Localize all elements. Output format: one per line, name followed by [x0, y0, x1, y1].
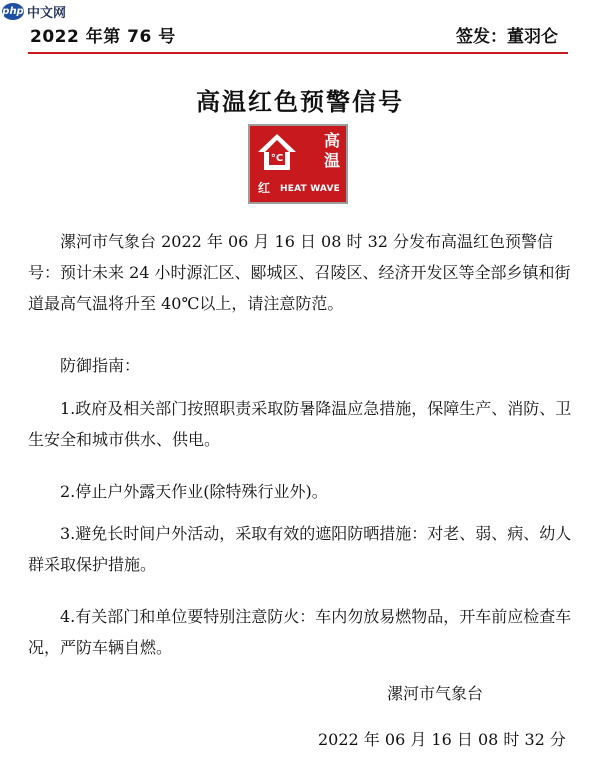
issuing-organization: 漯河市气象台	[387, 684, 484, 703]
issue-date: 2022 年 06 月 16 日 08 时 32 分	[318, 730, 566, 749]
signal-word-bottom: 温	[323, 151, 340, 170]
degree-text: °C	[270, 153, 284, 164]
document-header	[0, 22, 600, 48]
php-logo-icon: php	[2, 3, 24, 20]
guide-item-text: 3.避免长时间户外活动，采取有效的遮阳防晒措施：对老、弱、病、幼人群采取保护措施。	[28, 524, 572, 574]
watermark-text: 中文网	[27, 6, 67, 21]
header-divider	[28, 52, 568, 54]
guide-heading: 防御指南：	[60, 356, 141, 375]
document-number: 2022 年第 76 号	[30, 27, 176, 47]
guide-item-text: 4.有关部门和单位要特别注意防火：车内勿放易燃物品，开车前应检查车况，严防车辆自燃。	[28, 607, 572, 657]
guide-item-2	[28, 476, 576, 507]
signal-english-label: HEAT WAVE	[279, 184, 340, 194]
signal-color-label: 红	[258, 181, 271, 195]
guide-item-4	[28, 601, 576, 663]
document-title: 高温红色预警信号	[196, 88, 404, 116]
thermometer-house-icon	[256, 132, 298, 172]
heat-wave-red-signal-icon	[248, 124, 348, 204]
main-paragraph	[28, 226, 576, 319]
watermark	[2, 2, 66, 21]
guide-item-text: 2.停止户外露天作业(除特殊行业外)。	[60, 482, 328, 501]
guide-item-3	[28, 518, 576, 580]
guide-item-text: 1.政府及相关部门按照职责采取防暑降温应急措施，保障生产、消防、卫生安全和城市供水、供电。	[28, 399, 572, 449]
guide-item-1	[28, 393, 576, 455]
signer: 签发：董羽仑	[456, 27, 558, 47]
main-text: 漯河市气象台 2022 年 06 月 16 日 08 时 32 分发布高温红色预警信号：预计未来 24 小时源汇区、郾城区、召陵区、经济开发区等全部乡镇和街道最高气温将升至 40℃以上，请注意防范。	[28, 232, 571, 313]
guide-section	[28, 350, 576, 381]
signal-word-top: 高	[323, 131, 340, 150]
